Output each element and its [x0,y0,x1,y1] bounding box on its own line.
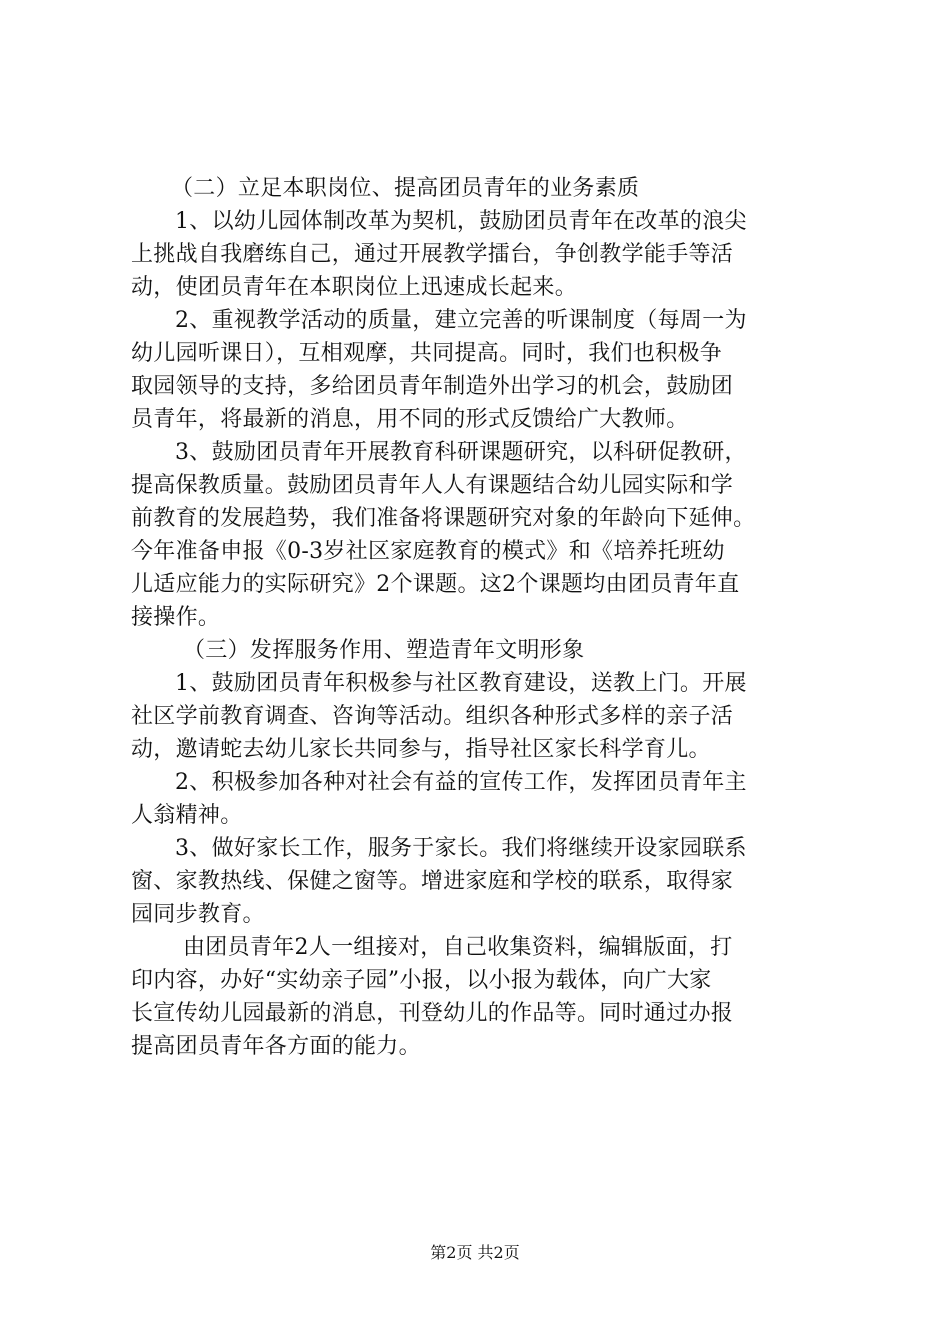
text-line: 今年准备申报《0-3岁社区家庭教育的模式》和《培养托班幼 [131,539,725,564]
text-line: 接操作。 [131,605,221,630]
text-line: 动，邀请蛇去幼儿家长共同参与，指导社区家长科学育儿。 [131,737,711,762]
text-line: 社区学前教育调查、咨询等活动。组织各种形式多样的亲子活 [131,704,734,729]
text-line: 2、重视教学活动的质量，建立完善的听课制度（每周一为 [175,308,747,333]
text-line: 动，使团员青年在本职岗位上迅速成长起来。 [131,275,578,300]
text-line: 1、鼓励团员青年积极参与社区教育建设，送教上门。开展 [175,671,747,696]
text-line: 2、积极参加各种对社会有益的宣传工作，发挥团员青年主 [175,770,747,795]
text-line: 窗、家教热线、保健之窗等。增进家庭和学校的联系，取得家 [131,869,734,894]
page-footer: 第2页 共2页 [430,1243,520,1262]
text-line: 长宣传幼儿园最新的消息，刊登幼儿的作品等。同时通过办报 [131,1001,734,1026]
text-line: 员青年，将最新的消息，用不同的形式反馈给广大教师。 [131,407,689,432]
text-line: 3、做好家长工作，服务于家长。我们将继续开设家园联系 [175,836,747,861]
text-line: 由团员青年2人一组接对，自己收集资料，编辑版面，打 [183,935,733,960]
text-line: 3、鼓励团员青年开展教育科研课题研究，以科研促教研， [175,440,747,465]
text-line: 幼儿园听课日），互相观摩，共同提高。同时，我们也积极争 [131,341,723,366]
text-line: 上挑战自我磨练自己，通过开展教学擂台，争创教学能手等活 [131,242,734,267]
text-line: 提高团员青年各方面的能力。 [131,1034,421,1059]
text-line: （二）立足本职岗位、提高团员青年的业务素质 [171,176,640,201]
document-body [131,172,831,1063]
text-line: 1、以幼儿园体制改革为契机，鼓励团员青年在改革的浪尖 [175,209,747,234]
text-line: 前教育的发展趋势，我们准备将课题研究对象的年龄向下延伸。 [131,506,756,531]
text-line: （三）发挥服务作用、塑造青年文明形象 [183,638,585,663]
text-line: 人翁精神。 [131,803,243,828]
text-line: 儿适应能力的实际研究》2个课题。这2个课题均由团员青年直 [131,572,740,597]
text-line: 印内容，办好“实幼亲子园”小报，以小报为载体，向广大家 [131,968,712,993]
text-line: 取园领导的支持，多给团员青年制造外出学习的机会，鼓励团 [131,374,734,399]
text-line: 提高保教质量。鼓励团员青年人人有课题结合幼儿园实际和学 [131,473,734,498]
text-line: 园同步教育。 [131,902,265,927]
